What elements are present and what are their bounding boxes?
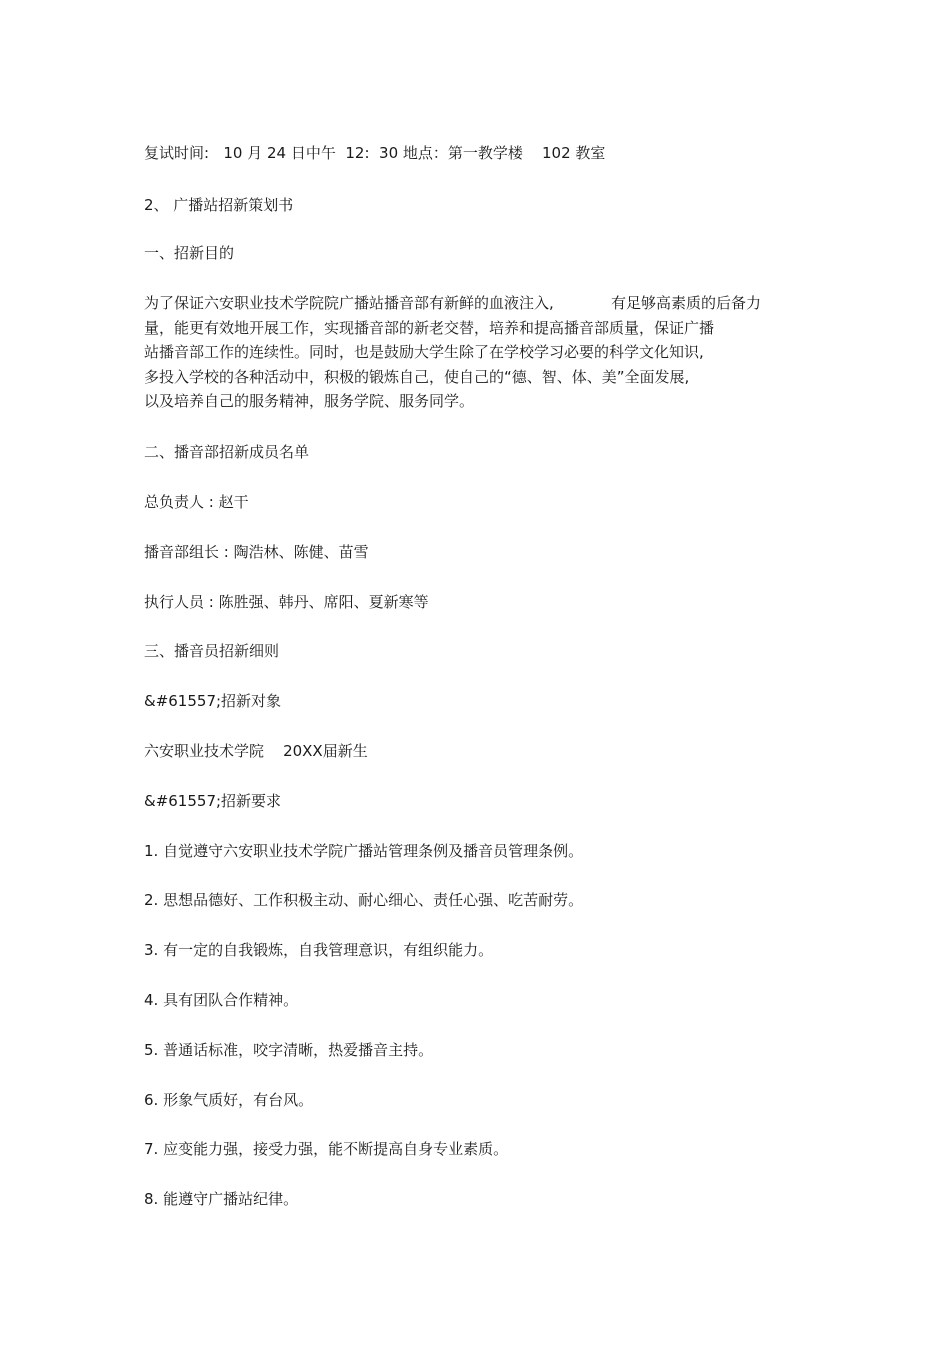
purpose-line: 量，能更有效地开展工作，实现播音部的新老交替，培养和提高播音部质量，保证广播 — [144, 318, 715, 337]
heading-member-list: 二、播音部招新成员名单 — [144, 443, 310, 461]
purpose-line: 为了保证六安职业技术学院院广播站播音部有新鲜的血液注入, 有足够高素质的后备力 — [144, 294, 761, 312]
requirement-item: 1. 自觉遵守六安职业技术学院广播站管理条例及播音员管理条例。 — [144, 842, 584, 860]
recruit-target-title: &#61557;招新对象 — [144, 692, 282, 710]
requirement-item: 7. 应变能力强，接受力强，能不断提高自身专业素质。 — [144, 1140, 509, 1158]
requirement-item: 4. 具有团队合作精神。 — [144, 991, 299, 1009]
member-line-group-leaders: 播音部组长 : 陶浩林、陈健、苗雪 — [144, 543, 369, 561]
purpose-line: 站播音部工作的连续性。同时，也是鼓励大学生除了在学校学习必要的科学文化知识, — [144, 343, 704, 361]
requirement-item: 5. 普通话标准，咬字清晰，热爱播音主持。 — [144, 1041, 434, 1059]
purpose-line: 以及培养自己的服务精神，服务学院、服务同学。 — [144, 392, 475, 410]
requirement-item: 2. 思想品德好、工作积极主动、耐心细心、责任心强、吃苦耐劳。 — [144, 891, 584, 909]
requirement-item: 8. 能遵守广播站纪律。 — [144, 1190, 299, 1208]
requirement-item: 3. 有一定的自我锻炼，自我管理意识，有组织能力。 — [144, 941, 494, 959]
section-title: 2、 广播站招新策划书 — [144, 196, 294, 214]
recruit-target-value: 六安职业技术学院 20XX届新生 — [144, 742, 368, 760]
member-line-leader: 总负责人 : 赵干 — [144, 493, 249, 511]
recruit-requirements-title: &#61557;招新要求 — [144, 792, 282, 810]
member-line-executors: 执行人员 : 陈胜强、韩丹、席阳、夏新寒等 — [144, 593, 429, 611]
purpose-paragraph — [144, 291, 761, 414]
purpose-line: 多投入学校的各种活动中，积极的锻炼自己，使自己的“德、智、体、美”全面发展, — [144, 367, 690, 386]
requirement-item: 6. 形象气质好，有台风。 — [144, 1091, 314, 1109]
heading-recruit-rules: 三、播音员招新细则 — [144, 642, 280, 660]
heading-recruit-purpose: 一、招新目的 — [144, 244, 235, 262]
retest-time-line: 复试时间: 10 月 24 日中午 12: 30 地点：第一教学楼 102 教室 — [144, 144, 606, 162]
